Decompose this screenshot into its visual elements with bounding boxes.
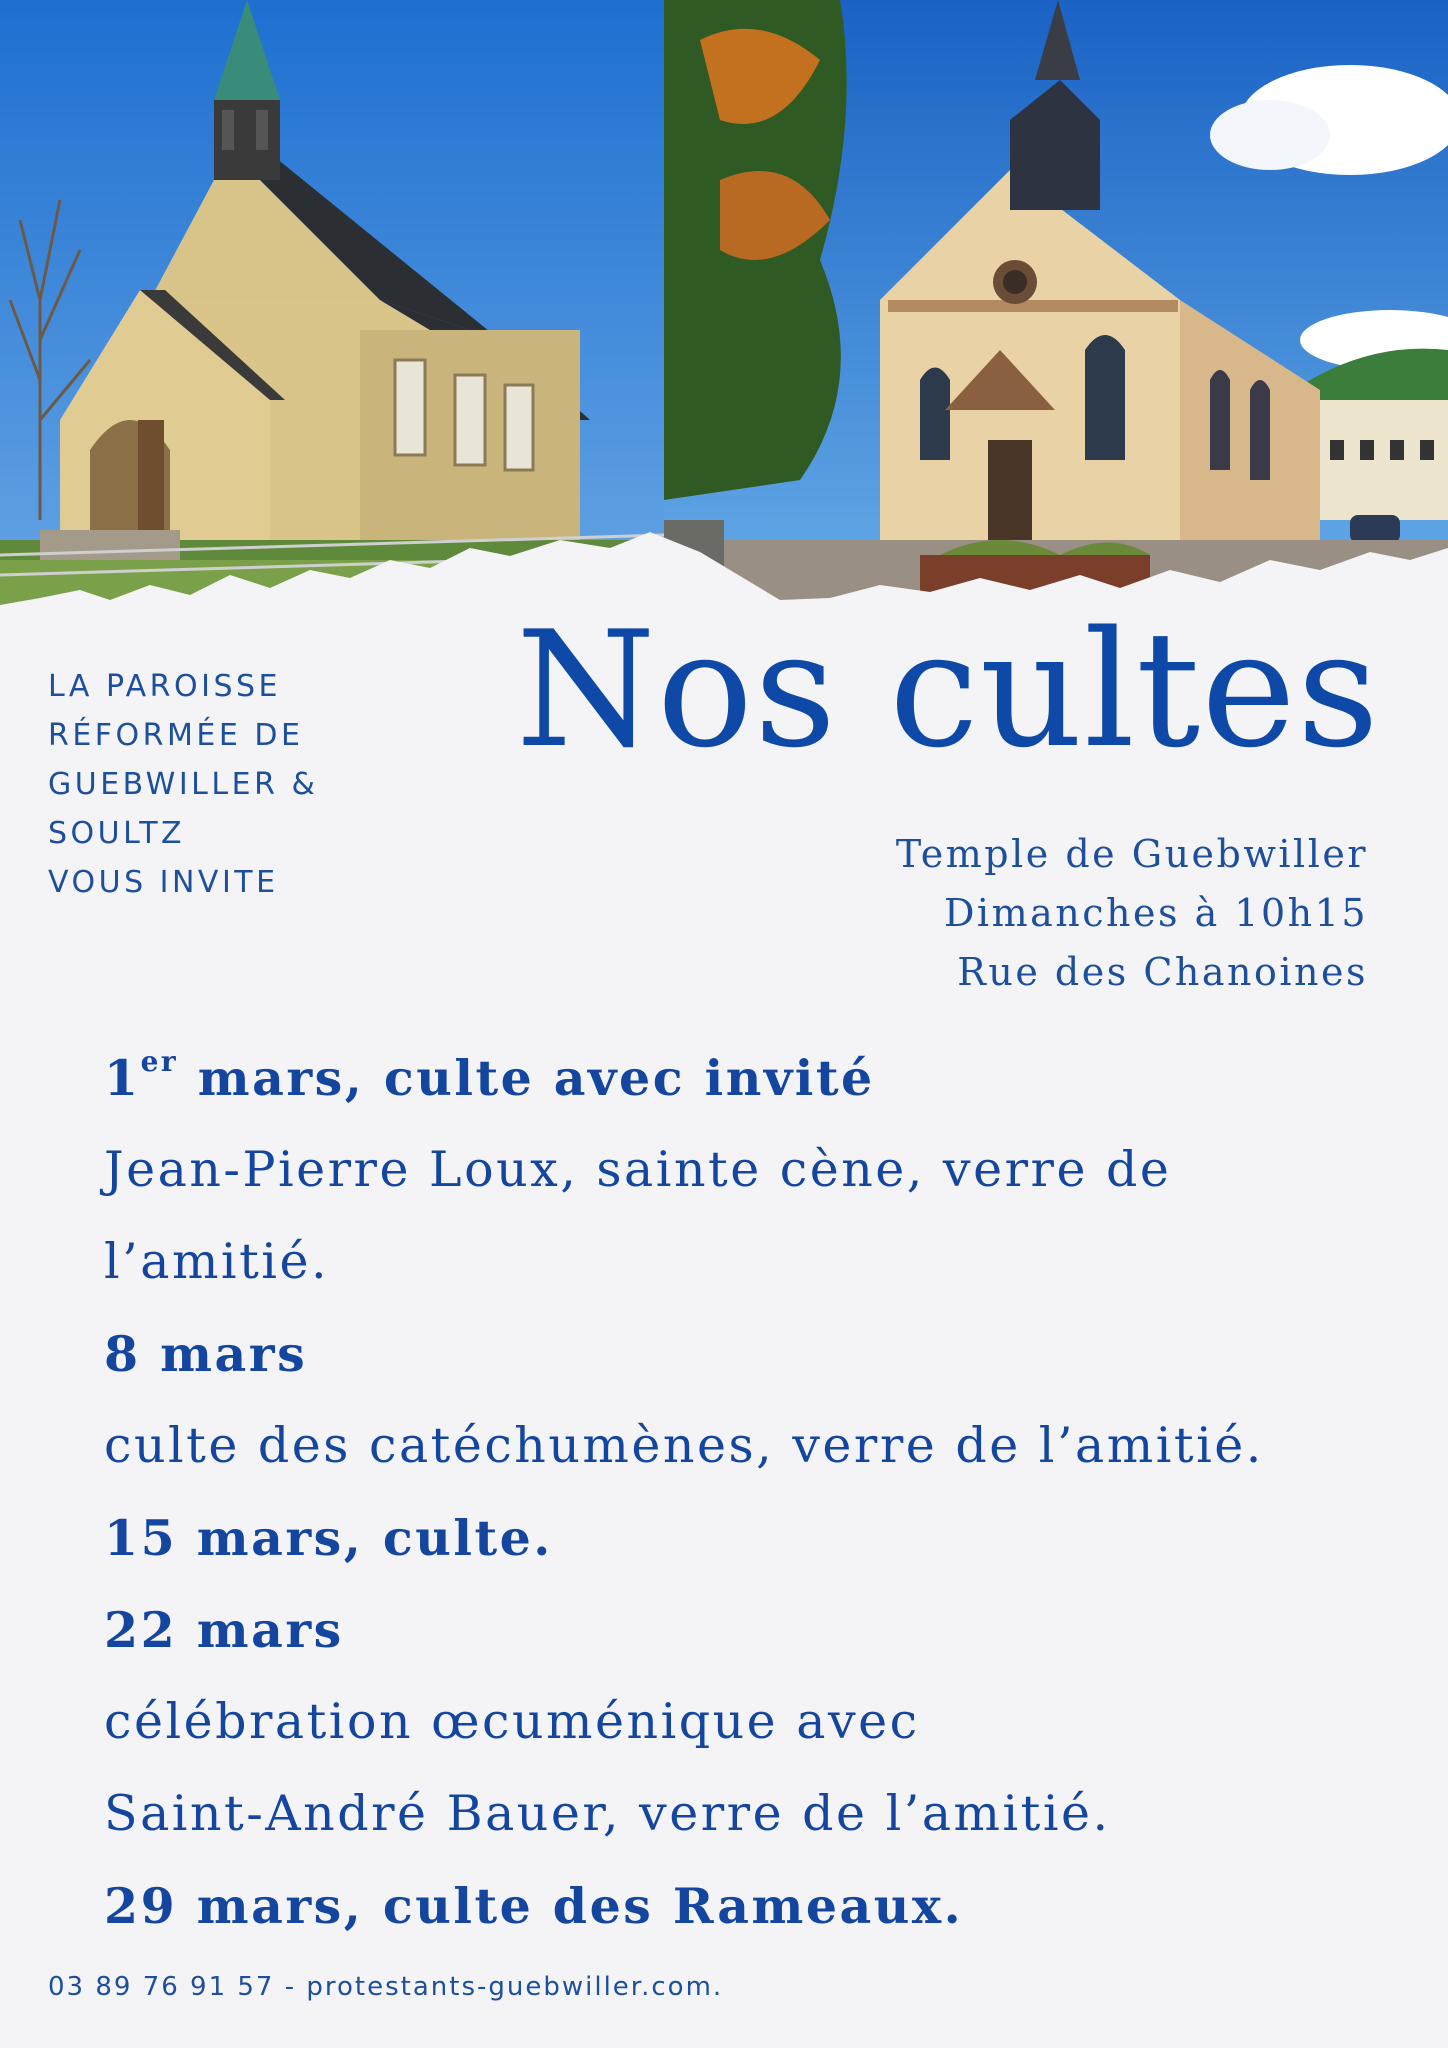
schedule-ordinal: er [140, 1045, 179, 1078]
schedule-item: 22 mars [104, 1601, 344, 1659]
contact-footer: 03 89 76 91 57 - protestants-guebwiller.com. [48, 1972, 724, 2002]
organizer-line: VOUS INVITE [48, 865, 279, 900]
organizer-line: GUEBWILLER & [48, 767, 319, 802]
photo-header [0, 0, 1448, 640]
schedule-item: 29 mars, culte des Rameaux. [104, 1877, 964, 1935]
schedule-detail: Saint-André Bauer, verre de l’amitié. [104, 1785, 1111, 1842]
schedule-list [104, 1032, 1434, 1952]
schedule-day: 1 [104, 1049, 141, 1107]
schedule-detail: culte des catéchumènes, verre de l’amitié. [104, 1417, 1264, 1474]
info-street: Rue des Chanoines [957, 950, 1368, 994]
organizer-text [48, 662, 388, 907]
schedule-text: mars, culte avec invité [178, 1049, 875, 1107]
schedule-detail: célébration œcuménique avec [104, 1693, 920, 1750]
schedule-item: 8 mars [104, 1325, 308, 1383]
schedule-item: 15 mars, culte. [104, 1509, 553, 1567]
service-info [896, 825, 1368, 1002]
organizer-line: RÉFORMÉE DE [48, 718, 304, 753]
schedule-item [104, 1032, 1434, 1124]
page-title: Nos cultes [515, 596, 1380, 783]
schedule-detail: l’amitié. [104, 1233, 330, 1290]
info-time: Dimanches à 10h15 [943, 891, 1368, 935]
info-location: Temple de Guebwiller [895, 832, 1368, 876]
temple-photo [664, 0, 1448, 640]
schedule-detail: Jean-Pierre Loux, sainte cène, verre de [104, 1141, 1172, 1198]
organizer-line: SOULTZ [48, 816, 186, 851]
organizer-line: LA PAROISSE [48, 669, 282, 704]
